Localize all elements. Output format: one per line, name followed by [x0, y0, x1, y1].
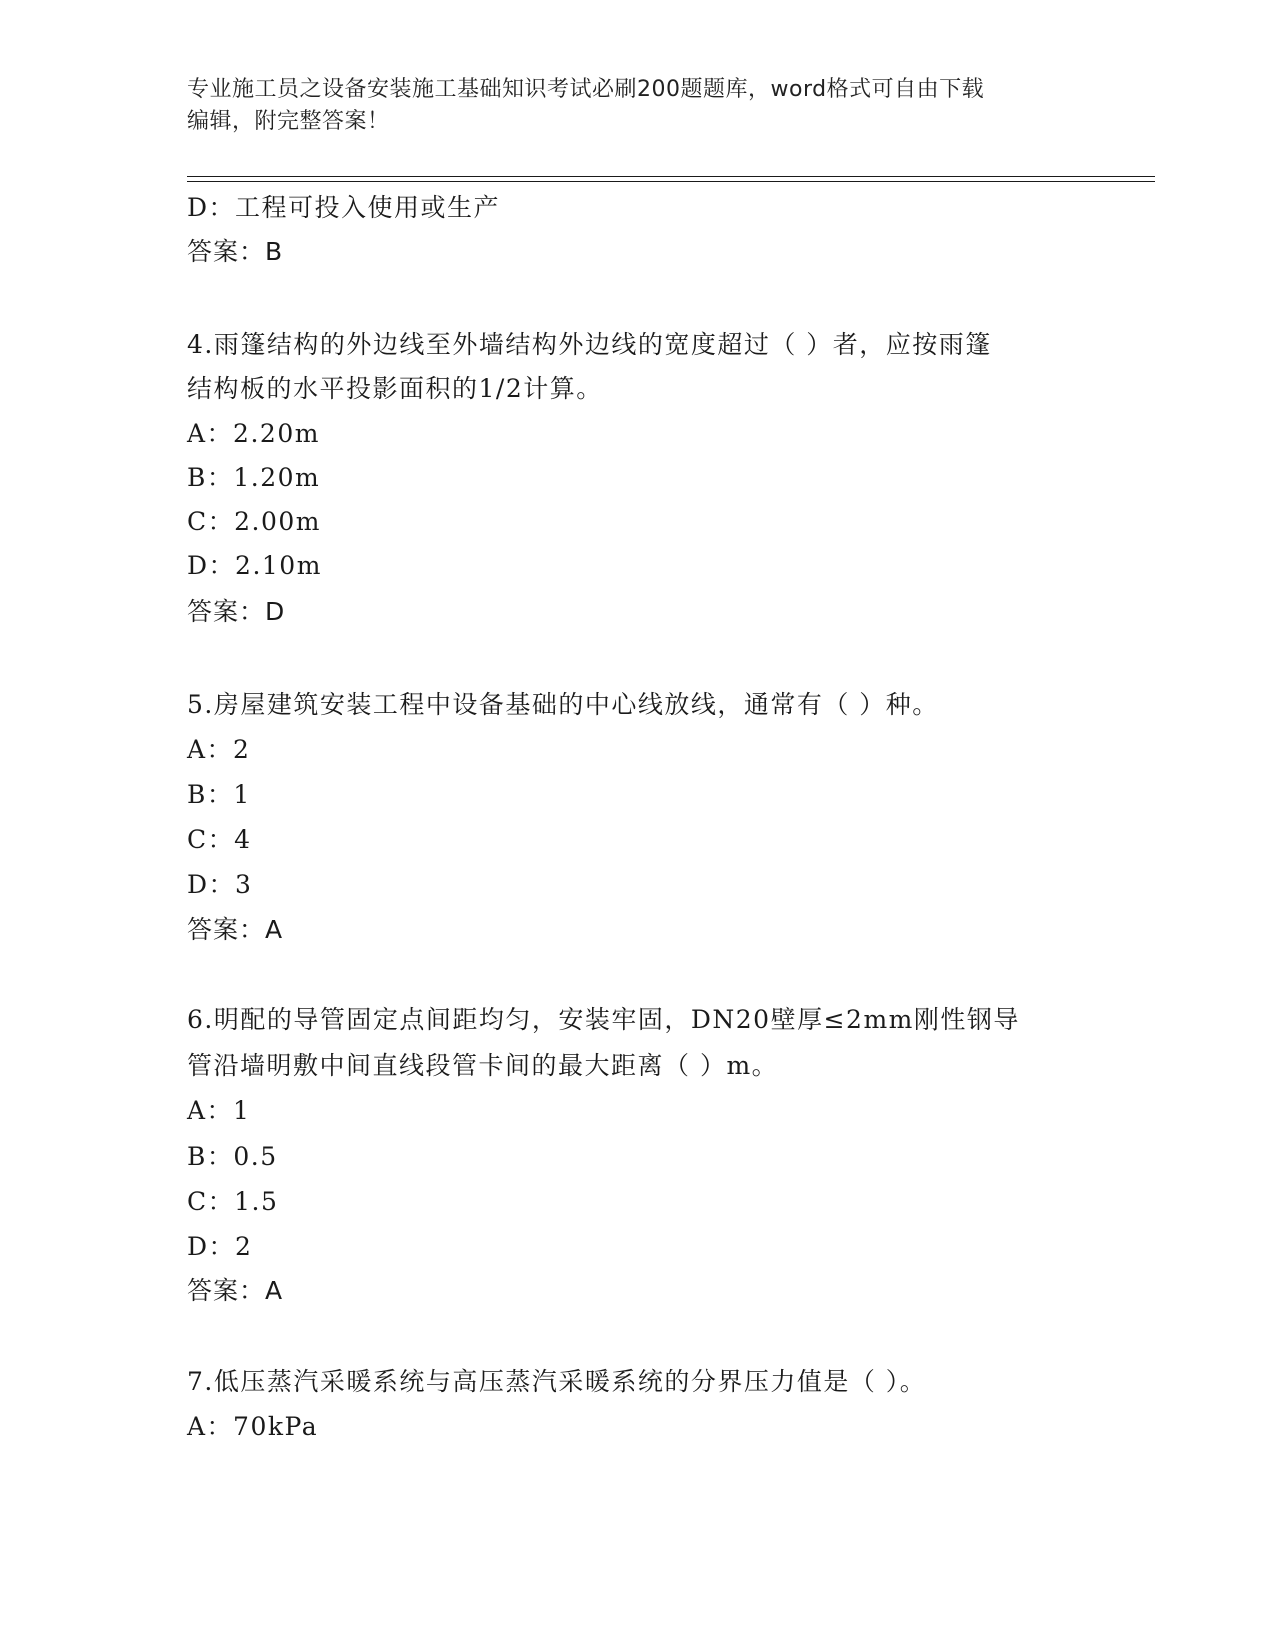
question-4-line-2: 结构板的水平投影面积的1/2计算。: [187, 374, 603, 403]
option-a-q5: A：2: [187, 735, 251, 764]
answer-q3: 答案：B: [187, 237, 284, 266]
question-4-line-1: 4.雨篷结构的外边线至外墙结构外边线的宽度超过（ ）者，应按雨篷: [187, 330, 992, 359]
option-c-q5: C：4: [187, 825, 252, 854]
header-line-2: 编辑，附完整答案！: [187, 109, 390, 134]
option-a-q4: A：2.20m: [187, 419, 320, 448]
header-rule-top: [187, 176, 1155, 177]
option-b-q5: B：1: [187, 780, 251, 809]
option-a-q6: A：1: [187, 1096, 251, 1125]
question-7: 7.低压蒸汽采暖系统与高压蒸汽采暖系统的分界压力值是（ ）。: [187, 1367, 927, 1396]
answer-q4: 答案：D: [187, 597, 286, 626]
option-c-q6: C：1.5: [187, 1187, 279, 1216]
question-6-line-1: 6.明配的导管固定点间距均匀，安装牢固，DN20壁厚≤2mm刚性钢导: [187, 1005, 1020, 1034]
page-header: [187, 74, 1087, 138]
question-5: 5.房屋建筑安装工程中设备基础的中心线放线，通常有（ ）种。: [187, 690, 939, 719]
option-d-q5: D：3: [187, 870, 253, 899]
answer-q5: 答案：A: [187, 915, 284, 944]
header-line-1: 专业施工员之设备安装施工基础知识考试必刷200题题库，word格式可自由下载: [187, 77, 985, 102]
question-6-line-2: 管沿墙明敷中间直线段管卡间的最大距离（ ）m。: [187, 1051, 779, 1080]
option-d-q6: D：2: [187, 1232, 253, 1261]
option-b-q4: B：1.20m: [187, 463, 321, 492]
option-a-q7: A：70kPa: [187, 1412, 319, 1441]
header-rule-bottom: [187, 181, 1155, 182]
option-d-q4: D：2.10m: [187, 551, 322, 580]
option-b-q6: B：0.5: [187, 1142, 278, 1171]
option-d-q3: D：工程可投入使用或生产: [187, 193, 501, 222]
answer-q6: 答案：A: [187, 1276, 284, 1305]
option-c-q4: C：2.00m: [187, 507, 321, 536]
